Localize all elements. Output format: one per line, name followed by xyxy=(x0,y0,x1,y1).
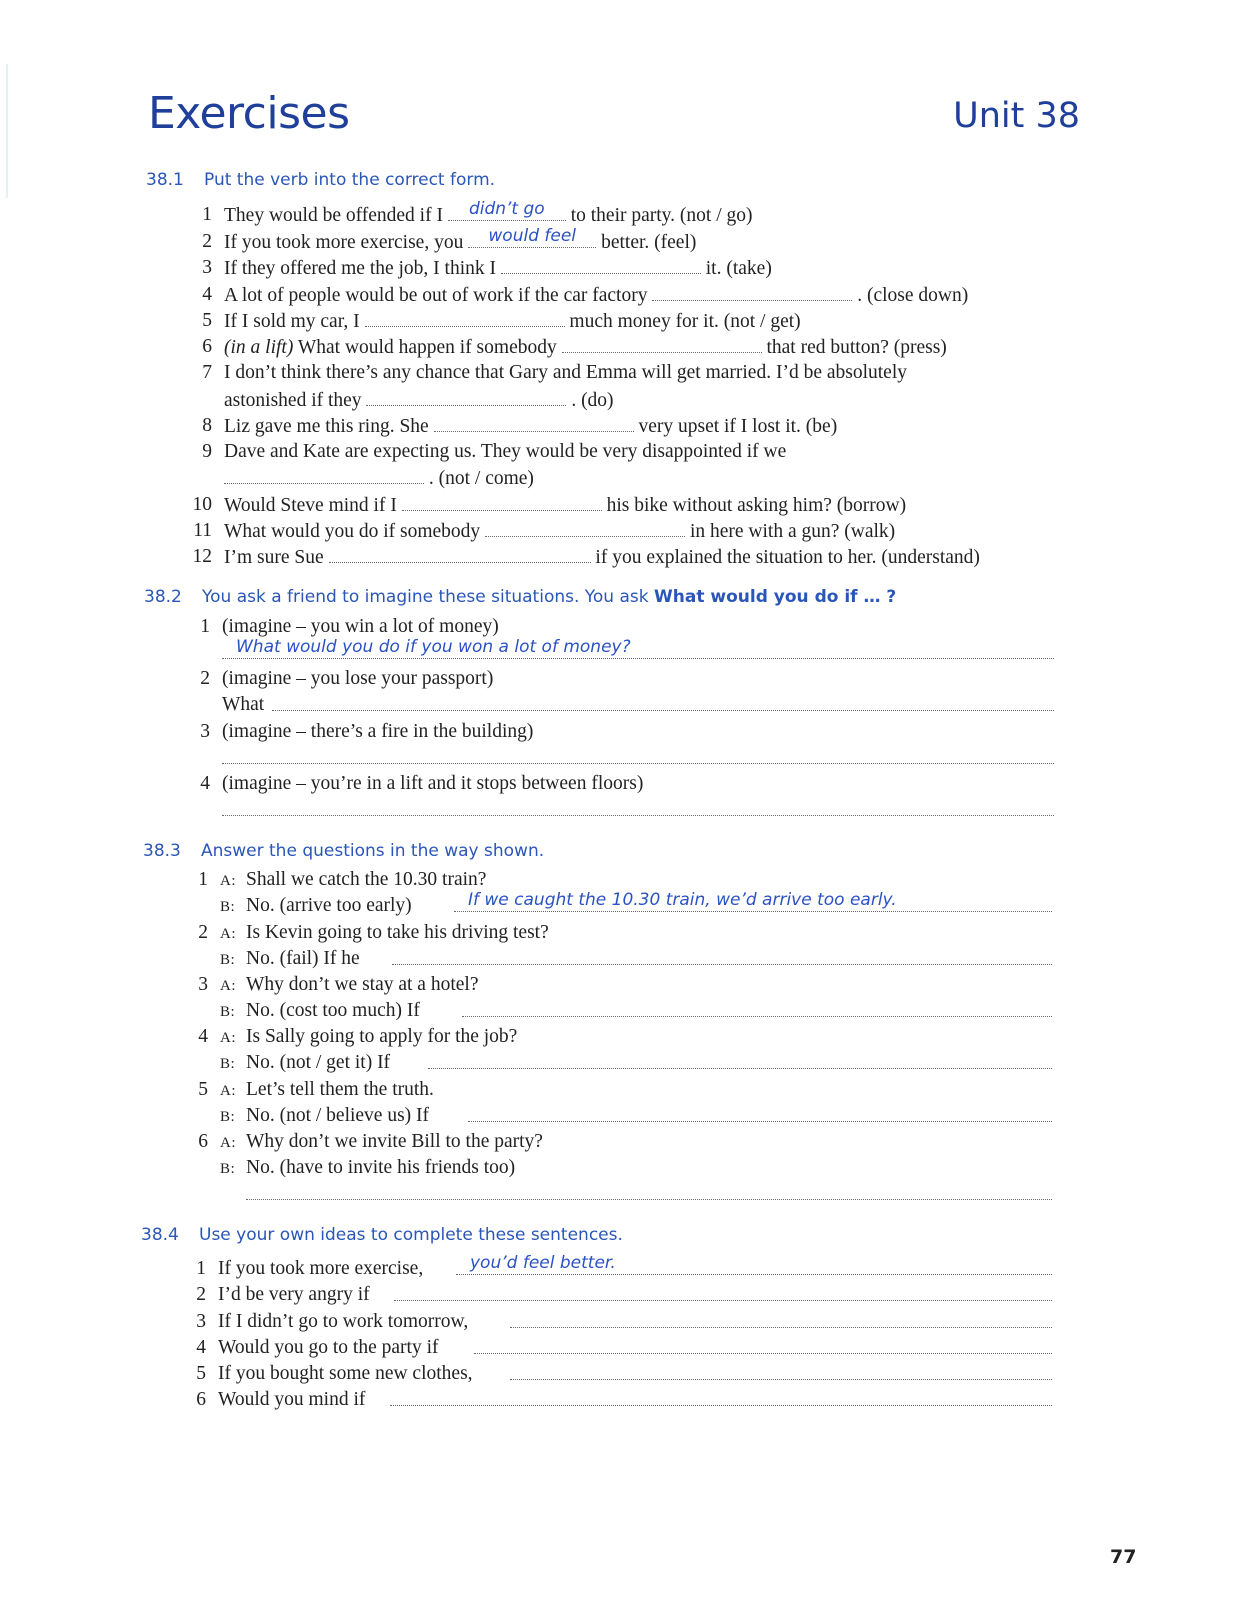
answer-line[interactable] xyxy=(222,692,1054,718)
answer-blank[interactable] xyxy=(224,465,424,484)
item-text: What would happen if somebody xyxy=(297,337,557,358)
speaker-b-text: No. (fail) If he xyxy=(246,948,360,969)
item-text: A lot of people would be out of work if the car factory xyxy=(224,285,648,306)
speaker-b-label: B: xyxy=(220,1161,236,1177)
dialogue-item xyxy=(0,1077,1248,1103)
item-number: 12 xyxy=(192,546,212,567)
item-number: 10 xyxy=(192,494,212,515)
item-text: that red button? (press) xyxy=(766,337,947,358)
exercise-item xyxy=(0,492,1248,518)
item-text: I’m sure Sue xyxy=(224,547,324,568)
answer-start: What xyxy=(222,694,265,715)
unit-title: Unit 38 xyxy=(953,96,1080,136)
item-text: They would be offended if I xyxy=(224,205,443,226)
section-instruction: You ask a friend to imagine these situations. You ask xyxy=(202,587,649,607)
item-text: Liz gave me this ring. She xyxy=(224,416,429,437)
answer-blank[interactable] xyxy=(510,1309,1052,1328)
dialogue-reply xyxy=(0,946,1248,972)
speaker-b-text: No. (cost too much) If xyxy=(246,1000,420,1021)
exercise-item xyxy=(0,308,1248,334)
item-text: Would you go to the party if xyxy=(218,1337,439,1358)
exercise-item-continued xyxy=(0,465,1248,491)
item-number: 4 xyxy=(196,1337,206,1358)
answer-blank[interactable] xyxy=(652,282,852,301)
item-number: 9 xyxy=(202,441,212,462)
speaker-a-label: A: xyxy=(220,926,236,942)
item-text: better. (feel) xyxy=(601,232,697,253)
exercise-item-continued xyxy=(0,387,1248,413)
answer-blank[interactable] xyxy=(392,946,1052,965)
item-text: If they offered me the job, I think I xyxy=(224,258,497,279)
item-text: Dave and Kate are expecting us. They would be very disappointed if we xyxy=(224,441,787,462)
exercise-item xyxy=(0,439,1248,465)
answer-line[interactable] xyxy=(222,745,1054,771)
answer-blank[interactable] xyxy=(510,1361,1052,1380)
exercise-item xyxy=(0,771,1248,797)
item-number: 2 xyxy=(198,922,208,943)
speaker-a-label: A: xyxy=(220,978,236,994)
section-38-1-heading xyxy=(146,170,495,190)
item-number: 4 xyxy=(200,773,210,794)
answer-blank[interactable] xyxy=(434,413,634,432)
exercise-item xyxy=(0,226,1248,255)
speaker-a-label: A: xyxy=(220,873,236,889)
answer-blank[interactable] xyxy=(462,998,1052,1017)
item-number: 6 xyxy=(196,1389,206,1410)
answer-blank[interactable] xyxy=(562,334,762,353)
answer-blank[interactable] xyxy=(468,226,596,248)
item-number: 1 xyxy=(202,204,212,225)
item-prompt: (imagine – there’s a fire in the building) xyxy=(222,721,534,742)
answer-blank[interactable] xyxy=(366,387,566,406)
item-context: (in a lift) xyxy=(224,337,294,358)
exercise-item xyxy=(0,719,1248,745)
section-38-3-heading xyxy=(143,841,544,861)
dialogue-reply xyxy=(0,998,1248,1024)
answer-blank[interactable] xyxy=(329,544,591,563)
page-number: 77 xyxy=(1110,1546,1137,1568)
page-title: Exercises xyxy=(148,88,350,139)
item-text: . (not / come) xyxy=(428,468,534,489)
handwritten-answer: didn’t go xyxy=(468,199,545,219)
section-instruction: Use your own ideas to complete these sentences. xyxy=(199,1225,623,1245)
answer-blank[interactable] xyxy=(390,1387,1052,1406)
item-text: Would you mind if xyxy=(218,1389,366,1410)
dialogue-reply xyxy=(0,1103,1248,1129)
section-38-2-heading xyxy=(144,587,896,607)
exercise-item xyxy=(0,199,1248,228)
item-number: 4 xyxy=(198,1026,208,1047)
item-text: Would Steve mind if I xyxy=(224,495,397,516)
item-text: If I sold my car, I xyxy=(224,311,360,332)
speaker-a-label: A: xyxy=(220,1135,236,1151)
exercise-item xyxy=(0,518,1248,544)
item-number: 1 xyxy=(198,869,208,890)
item-number: 5 xyxy=(196,1363,206,1384)
item-number: 1 xyxy=(196,1258,206,1279)
item-number: 11 xyxy=(193,520,212,541)
answer-blank[interactable] xyxy=(365,308,565,327)
item-text: What would you do if somebody xyxy=(224,521,481,542)
speaker-a-text: Let’s tell them the truth. xyxy=(246,1079,434,1100)
speaker-b-text: No. (not / believe us) If xyxy=(246,1105,430,1126)
item-number: 2 xyxy=(202,231,212,252)
dialogue-reply xyxy=(0,890,1248,919)
speaker-a-label: A: xyxy=(220,1083,236,1099)
section-number: 38.4 xyxy=(141,1225,179,1245)
item-number: 6 xyxy=(202,336,212,357)
answer-blank[interactable] xyxy=(468,1103,1052,1122)
speaker-a-text: Why don’t we stay at a hotel? xyxy=(246,974,479,995)
exercise-item xyxy=(0,1282,1248,1308)
item-number: 8 xyxy=(202,415,212,436)
exercise-item xyxy=(0,282,1248,308)
exercise-item xyxy=(0,360,1248,386)
item-number: 6 xyxy=(198,1131,208,1152)
item-number: 7 xyxy=(202,362,212,383)
item-text: to their party. (not / go) xyxy=(570,205,753,226)
speaker-b-label: B: xyxy=(220,1109,236,1125)
item-text: astonished if they xyxy=(224,390,362,411)
item-text: . (do) xyxy=(571,390,614,411)
dialogue-item xyxy=(0,1024,1248,1050)
exercise-item xyxy=(0,1335,1248,1361)
section-instruction: Put the verb into the correct form. xyxy=(204,170,496,190)
exercise-item xyxy=(0,544,1248,570)
item-number: 3 xyxy=(196,1311,206,1332)
speaker-a-text: Is Kevin going to take his driving test? xyxy=(246,922,549,943)
exercise-item xyxy=(0,666,1248,692)
exercise-item xyxy=(0,255,1248,281)
answer-line[interactable] xyxy=(246,1181,1052,1207)
answer-blank[interactable] xyxy=(456,1253,1052,1275)
dialogue-item xyxy=(0,920,1248,946)
speaker-b-text: No. (not / get it) If xyxy=(246,1052,391,1073)
exercise-item xyxy=(0,1309,1248,1335)
speaker-b-label: B: xyxy=(220,899,236,915)
item-text: If you bought some new clothes, xyxy=(218,1363,473,1384)
speaker-a-text: Is Sally going to apply for the job? xyxy=(246,1026,518,1047)
section-number: 38.2 xyxy=(144,587,182,607)
item-text: I don’t think there’s any chance that Gary and Emma will get married. I’d be absolutely xyxy=(224,362,908,383)
dialogue-item xyxy=(0,972,1248,998)
answer-blank[interactable] xyxy=(448,199,566,221)
item-text: his bike without asking him? (borrow) xyxy=(606,495,907,516)
item-text: If you took more exercise, you xyxy=(224,232,464,253)
item-text: If I didn’t go to work tomorrow, xyxy=(218,1311,469,1332)
handwritten-answer: would feel xyxy=(488,226,577,246)
speaker-b-text: No. (have to invite his friends too) xyxy=(246,1157,516,1178)
item-prompt: (imagine – you win a lot of money) xyxy=(222,616,499,637)
item-text: if you explained the situation to her. (understand) xyxy=(595,547,980,568)
speaker-b-label: B: xyxy=(220,952,236,968)
item-number: 4 xyxy=(202,284,212,305)
answer-line[interactable] xyxy=(222,797,1054,823)
answer-blank[interactable] xyxy=(428,1050,1052,1069)
dialogue-reply xyxy=(0,1155,1248,1181)
handwritten-answer: you’d feel better. xyxy=(470,1253,616,1273)
answer-blank[interactable] xyxy=(485,518,685,537)
answer-blank[interactable] xyxy=(454,890,1052,912)
item-number: 2 xyxy=(200,668,210,689)
item-prompt: (imagine – you lose your passport) xyxy=(222,668,494,689)
item-text: much money for it. (not / get) xyxy=(569,311,801,332)
answer-blank[interactable] xyxy=(402,492,602,511)
item-text: I’d be very angry if xyxy=(218,1284,370,1305)
item-number: 3 xyxy=(198,974,208,995)
item-text: . (close down) xyxy=(857,285,969,306)
item-number: 5 xyxy=(198,1079,208,1100)
speaker-a-text: Why don’t we invite Bill to the party? xyxy=(246,1131,543,1152)
page-edge-mark xyxy=(6,64,8,198)
exercise-item xyxy=(0,334,1248,360)
item-text: in here with a gun? (walk) xyxy=(689,521,896,542)
item-number: 5 xyxy=(202,310,212,331)
handwritten-answer: If we caught the 10.30 train, we’d arrive too early. xyxy=(468,890,897,910)
speaker-b-label: B: xyxy=(220,1056,236,1072)
section-38-4-heading xyxy=(141,1225,623,1245)
exercise-item xyxy=(0,1387,1248,1413)
item-prompt: (imagine – you’re in a lift and it stops between floors) xyxy=(222,773,644,794)
answer-blank[interactable] xyxy=(474,1335,1052,1354)
item-number: 2 xyxy=(196,1284,206,1305)
dialogue-reply xyxy=(0,1050,1248,1076)
answer-line[interactable] xyxy=(222,637,1054,666)
item-text: If you took more exercise, xyxy=(218,1258,424,1279)
speaker-a-label: A: xyxy=(220,1030,236,1046)
exercise-item xyxy=(0,413,1248,439)
speaker-b-text: No. (arrive too early) xyxy=(246,895,412,916)
answer-blank[interactable] xyxy=(501,255,701,274)
item-number: 3 xyxy=(200,721,210,742)
speaker-b-label: B: xyxy=(220,1004,236,1020)
section-number: 38.1 xyxy=(146,170,184,190)
exercise-item xyxy=(0,1361,1248,1387)
handwritten-answer: What would you do if you won a lot of money? xyxy=(236,637,631,657)
section-number: 38.3 xyxy=(143,841,181,861)
answer-blank[interactable] xyxy=(394,1282,1052,1301)
item-number: 1 xyxy=(200,616,210,637)
item-number: 3 xyxy=(202,257,212,278)
exercise-item xyxy=(0,1253,1248,1282)
section-instruction-bold: What would you do if … ? xyxy=(654,587,897,607)
section-instruction: Answer the questions in the way shown. xyxy=(201,841,545,861)
speaker-a-text: Shall we catch the 10.30 train? xyxy=(246,869,487,890)
dialogue-item xyxy=(0,1129,1248,1155)
item-text: it. (take) xyxy=(705,258,772,279)
item-text: very upset if I lost it. (be) xyxy=(638,416,838,437)
